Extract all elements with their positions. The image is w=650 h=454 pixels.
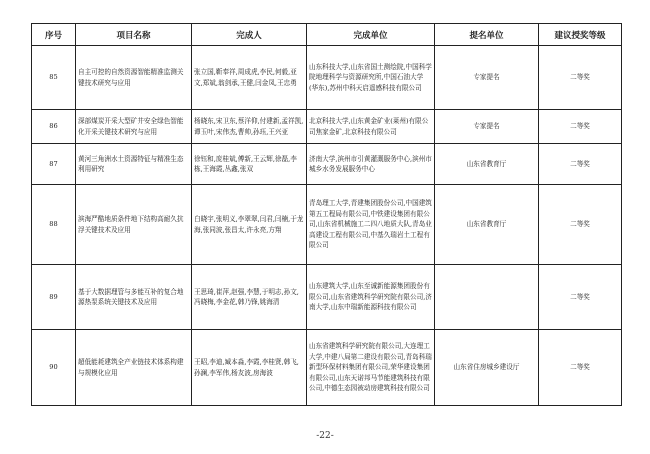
header-project-name: 项目名称 — [76, 24, 192, 46]
nominator: 专家提名 — [435, 110, 539, 144]
table-row — [32, 46, 622, 110]
completing-units: 山东建筑大学,山东至诚新能源集团股份有限公司,山东省建筑科学研究院有限公司,济南大学,山东中瑞新能源科技有限公司 — [307, 265, 435, 330]
project-name: 超低能耗建筑全产业链技术体系构建与规模化应用 — [76, 330, 192, 406]
contributors: 杨晓东,宋卫东,蔡洋仰,付建新,孟祥凯,谭玉叶,宋伟杰,曹帅,孙珏,王兴亚 — [192, 110, 307, 144]
award-level: 二等奖 — [539, 265, 622, 330]
header-nominator: 提名单位 — [435, 24, 539, 46]
contributors: 徐钰和,庞桂斌,傅新,王云辉,徐磊,李栋,王海霞,丛鑫,张双 — [192, 144, 307, 185]
award-level: 二等奖 — [539, 185, 622, 265]
table-header-row — [32, 24, 622, 46]
completing-units: 山东科技大学,山东省国土测绘院,中国科学院地理科学与资源研究所,中国石油大学(华东),苏州中科天启遥感科技有限公司 — [307, 46, 435, 110]
page-number: -22- — [316, 431, 334, 441]
header-contributors: 完成人 — [192, 24, 307, 46]
award-level: 二等奖 — [539, 330, 622, 406]
row-number: 87 — [32, 144, 76, 185]
award-level: 二等奖 — [539, 110, 622, 144]
project-name: 滨海严酷地质条件地下结构高耐久抗浮关键技术及应用 — [76, 185, 192, 265]
completing-units: 济南大学,滨州市引黄灌溉服务中心,滨州市城乡水务发展服务中心 — [307, 144, 435, 185]
project-name: 黄河三角洲水土资源特征与精准生态利用研究 — [76, 144, 192, 185]
project-name: 自主可控的自然资源智能精准监测关键技术研究与应用 — [76, 46, 192, 110]
header-award-level: 建议授奖等级 — [539, 24, 622, 46]
nominator: 专家提名 — [435, 46, 539, 110]
completing-units: 山东省建筑科学研究院有限公司,大连理工大学,中建八局第二建设有限公司,青岛科瑞新型环保材料集团有限公司,荣华建设集团有限公司,山东天诺邦马节能建筑科技有限公司,中德生态园被动房建筑科技有限公司 — [307, 330, 435, 406]
project-name: 基于大数据理管与多能互补的复合地源热泵系统关键技术及应用 — [76, 265, 192, 330]
project-name: 深部煤炭开采大型矿井安全绿色智能化开采关键技术研究与应用 — [76, 110, 192, 144]
contributors: 王昭,李迪,臧本淼,李霞,李桂贤,韩飞,孙澜,李军伟,杨友波,房海波 — [192, 330, 307, 406]
row-number: 88 — [32, 185, 76, 265]
table-row — [32, 265, 622, 330]
header-number: 序号 — [32, 24, 76, 46]
nominator: 山东省教育厅 — [435, 144, 539, 185]
completing-units: 北京科技大学,山东黄金矿业(莱州)有限公司焦家金矿,北京科技有限公司 — [307, 110, 435, 144]
header-units: 完成单位 — [307, 24, 435, 46]
row-number: 89 — [32, 265, 76, 330]
award-level: 二等奖 — [539, 46, 622, 110]
contributors: 王思琦,崔萍,赵强,李慧,于明志,孙文,冯晓梅,李金花,韩乃锋,姚海清 — [192, 265, 307, 330]
row-number: 86 — [32, 110, 76, 144]
table-row — [32, 144, 622, 185]
table-row — [32, 110, 622, 144]
completing-units: 青岛理工大学,青建集团股份公司,中国建筑第五工程局有限公司,中铁建设集团有限公司,山东省机械施工二四八地质大队,青岛业高建设工程有限公司,中基久瑞岩土工程有限公司 — [307, 185, 435, 265]
row-number: 90 — [32, 330, 76, 406]
table-row — [32, 330, 622, 406]
nominator: 山东省住房城乡建设厅 — [435, 330, 539, 406]
award-table — [31, 23, 622, 406]
nominator — [435, 265, 539, 330]
row-number: 85 — [32, 46, 76, 110]
contributors: 白晓宇,张明义,李翠翠,闫君,闫楠,于龙海,张同波,张昌太,许永亮,方翔 — [192, 185, 307, 265]
table-row — [32, 185, 622, 265]
award-level: 二等奖 — [539, 144, 622, 185]
nominator: 山东省教育厅 — [435, 185, 539, 265]
contributors: 张立国,靳奉祥,周成虎,李民,何毅,亚文,郑斌,翁剑承,王健,闫金凤,王忠勇 — [192, 46, 307, 110]
